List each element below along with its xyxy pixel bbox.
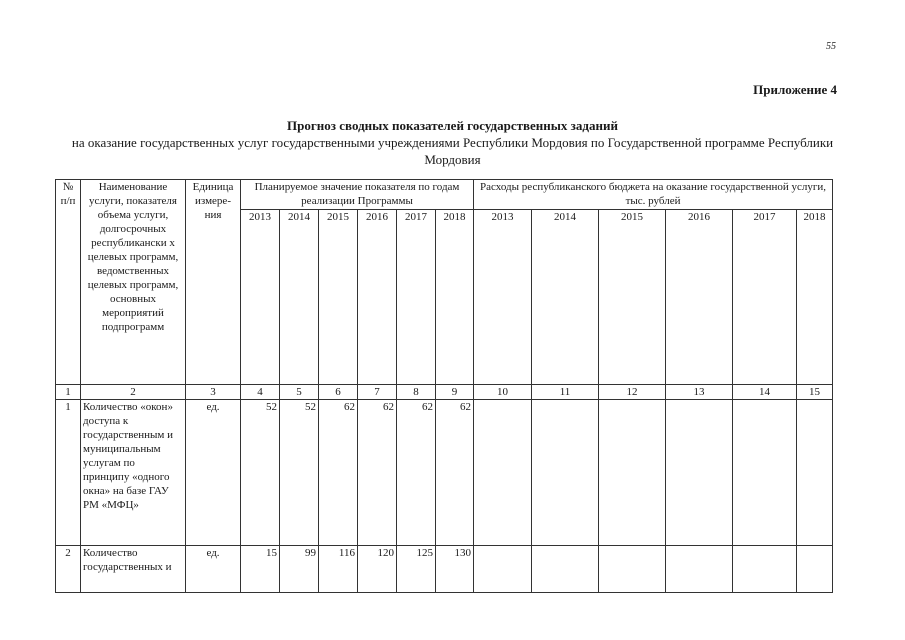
expense-value	[797, 546, 833, 593]
planned-value: 62	[397, 400, 436, 546]
expense-value	[599, 400, 666, 546]
header-planned-year: 2014	[280, 210, 319, 385]
column-number: 15	[797, 385, 833, 400]
column-number: 13	[666, 385, 733, 400]
header-expense-year: 2015	[599, 210, 666, 385]
indicators-table	[55, 179, 833, 593]
expense-value	[797, 400, 833, 546]
planned-value: 99	[280, 546, 319, 593]
document-title: Прогноз сводных показателей государственных заданий	[287, 118, 618, 133]
expense-value	[599, 546, 666, 593]
expense-value	[474, 546, 532, 593]
header-num: № п/п	[56, 180, 81, 385]
column-number: 3	[186, 385, 241, 400]
document-subtitle: на оказание государственных услуг государственными учреждениями Республики Мордовия по Государственной программе Республики Мордовия	[71, 135, 834, 167]
header-expense-year: 2016	[666, 210, 733, 385]
row-unit: ед.	[186, 546, 241, 593]
header-planned-year: 2017	[397, 210, 436, 385]
row-unit: ед.	[186, 400, 241, 546]
header-expenses-group: Расходы республиканского бюджета на оказание государственной услуги, тыс. рублей	[474, 180, 833, 210]
header-expense-year: 2013	[474, 210, 532, 385]
column-number: 1	[56, 385, 81, 400]
header-name: Наименование услуги, показателя объема услуги, долгосрочных республикански х целевых программ, ведомственных целевых программ, основных мероприятий подпрограмм	[81, 180, 186, 385]
planned-value: 130	[436, 546, 474, 593]
page-number: 55	[826, 41, 836, 52]
table-row	[56, 546, 833, 593]
planned-value: 120	[358, 546, 397, 593]
expense-value	[733, 546, 797, 593]
column-number: 12	[599, 385, 666, 400]
expense-value	[666, 546, 733, 593]
expense-value	[532, 400, 599, 546]
header-unit: Единица измере-ния	[186, 180, 241, 385]
column-number: 8	[397, 385, 436, 400]
planned-value: 15	[241, 546, 280, 593]
header-planned-year: 2018	[436, 210, 474, 385]
column-number: 5	[280, 385, 319, 400]
expense-value	[666, 400, 733, 546]
row-num: 1	[56, 400, 81, 546]
header-expense-year: 2014	[532, 210, 599, 385]
column-number: 4	[241, 385, 280, 400]
column-number: 14	[733, 385, 797, 400]
column-number: 9	[436, 385, 474, 400]
header-planned-group: Планируемое значение показателя по годам реализации Программы	[241, 180, 474, 210]
column-number: 10	[474, 385, 532, 400]
expense-value	[733, 400, 797, 546]
planned-value: 62	[319, 400, 358, 546]
header-planned-year: 2015	[319, 210, 358, 385]
header-expense-year: 2018	[797, 210, 833, 385]
header-expense-year: 2017	[733, 210, 797, 385]
row-name: Количество «окон» доступа к государственным и муниципальным услугам по принципу «одного окна» на базе ГАУ РМ «МФЦ»	[81, 400, 186, 546]
row-num: 2	[56, 546, 81, 593]
planned-value: 116	[319, 546, 358, 593]
planned-value: 52	[280, 400, 319, 546]
planned-value: 125	[397, 546, 436, 593]
planned-value: 62	[358, 400, 397, 546]
expense-value	[532, 546, 599, 593]
column-number: 11	[532, 385, 599, 400]
header-planned-year: 2016	[358, 210, 397, 385]
header-planned-year: 2013	[241, 210, 280, 385]
column-number: 2	[81, 385, 186, 400]
expense-value	[474, 400, 532, 546]
planned-value: 52	[241, 400, 280, 546]
planned-value: 62	[436, 400, 474, 546]
column-number: 6	[319, 385, 358, 400]
row-name: Количество государственных и	[81, 546, 186, 593]
table-row	[56, 400, 833, 546]
column-number: 7	[358, 385, 397, 400]
appendix-label: Приложение 4	[753, 82, 837, 97]
